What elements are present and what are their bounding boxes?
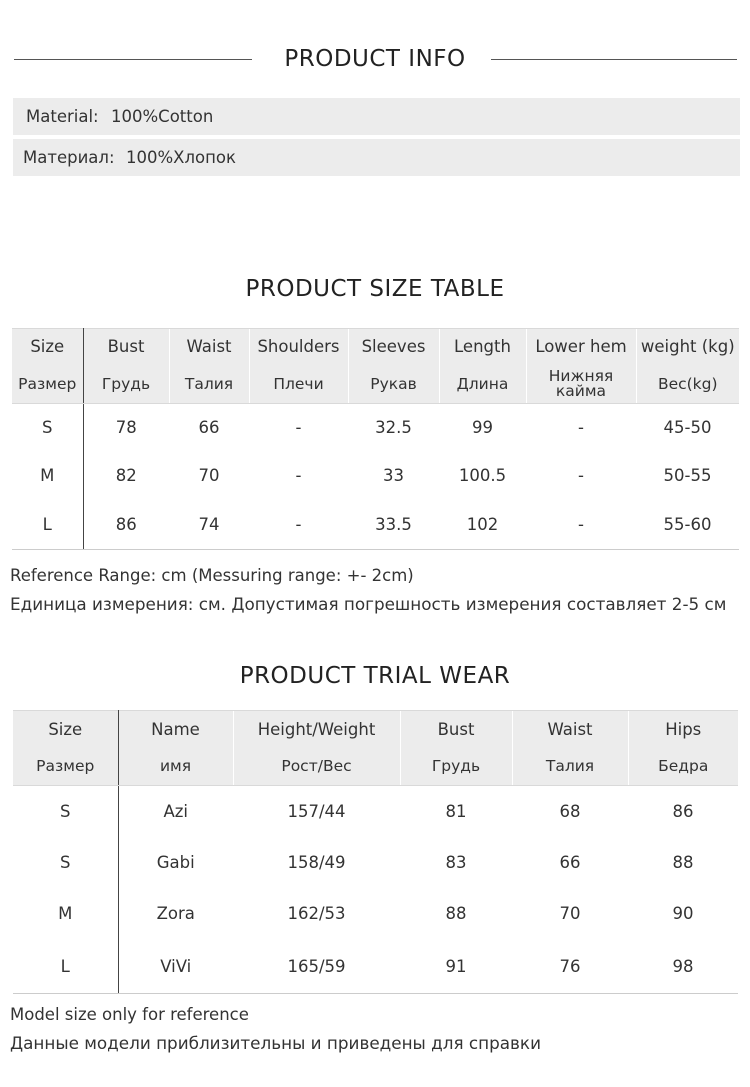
trial-name-cell: Zora [156,904,195,923]
size-header-sleeves: Sleeves [348,329,439,365]
table-row [12,452,739,500]
size-header-ru-lower-hem [526,365,636,404]
size-note-en: Reference Range: cm (Messuring range: +- 2cm) [10,566,414,585]
material-ru-value: 100%Хлопок [126,148,236,167]
size-header-ru-length: Длина [439,365,526,404]
size-header-weight: weight (kg) [636,329,739,365]
trial-table [13,710,738,994]
size-header-shoulders: Shoulders [249,329,348,365]
trial-header-height-weight: Height/Weight [233,711,400,748]
waist-cell: 70 [198,466,220,485]
waist-cell: 74 [169,500,249,550]
shoulders-cell: - [295,466,302,485]
size-header-ru-bust: Грудь [83,365,169,404]
trial-height-weight-cell: 157/44 [287,801,346,821]
weight-cell: 45-50 [663,418,712,438]
size-header-ru-lower-hem-text: Нижняя кайма [548,366,614,400]
trial-header-ru-row [13,748,738,786]
size-header-lower-hem: Lower hem [526,329,636,365]
trial-bust-cell: 91 [400,940,512,994]
trial-height-weight-cell: 162/53 [287,904,346,923]
trial-size-cell: L [13,940,118,994]
table-row [13,940,738,994]
trial-name-cell: Gabi [156,852,195,872]
lower-hem-cell: - [578,418,584,438]
size-cell: S [12,404,83,452]
material-en-value: 100%Cotton [111,107,214,126]
trial-height-weight-cell: 158/49 [287,852,346,872]
trial-header-size: Size [13,711,118,748]
size-header-size: Size [12,329,83,365]
trial-size-cell: M [13,888,118,940]
size-header-en-row [12,329,739,365]
lower-hem-cell: - [526,500,636,550]
shoulders-cell: - [295,418,302,438]
size-cell: L [12,500,83,550]
trial-hips-cell: 88 [672,852,694,872]
sleeves-cell: 33 [383,466,404,485]
size-note-ru: Единица измерения: см. Допустимая погрешность измерения составляет 2-5 см [10,594,727,614]
trial-header-ru-waist: Талия [512,748,628,786]
table-row [13,888,738,940]
trial-note-en: Model size only for reference [10,1005,249,1024]
trial-waist-cell: 66 [559,852,581,872]
weight-cell: 50-55 [663,466,712,485]
trial-name-cell: ViVi [118,940,233,994]
trial-header-ru-hips: Бедра [628,748,738,786]
material-en-row [13,98,740,135]
table-row [12,500,739,550]
size-header-waist: Waist [169,329,249,365]
trial-header-ru-name: имя [118,748,233,786]
lower-hem-cell: - [578,466,584,485]
trial-header-ru-height-weight: Рост/Вес [233,748,400,786]
trial-header-ru-bust: Грудь [400,748,512,786]
material-ru-row [13,139,740,176]
trial-name-cell: Azi [163,801,189,821]
table-row [12,404,739,452]
bust-cell: 86 [83,500,169,550]
product-info-title: PRODUCT INFO [284,46,466,72]
trial-wear-title: PRODUCT TRIAL WEAR [239,663,511,689]
material-ru-label: Материал: [23,148,115,167]
title-rule-right [491,59,737,60]
trial-waist-cell: 70 [559,904,581,923]
trial-height-weight-cell: 165/59 [233,940,400,994]
trial-header-bust: Bust [400,711,512,748]
trial-header-name: Name [118,711,233,748]
bust-cell: 78 [115,418,137,438]
trial-header-en-row [13,711,738,748]
size-header-ru-row [12,365,739,404]
trial-waist-cell: 76 [512,940,628,994]
length-cell: 99 [472,418,493,438]
size-header-ru-shoulders: Плечи [249,365,348,404]
length-cell: 102 [439,500,526,550]
sleeves-cell: 32.5 [375,418,412,438]
trial-bust-cell: 88 [445,904,467,923]
size-cell: M [12,452,83,500]
trial-hips-cell: 98 [628,940,738,994]
size-header-ru-sleeves: Рукав [348,365,439,404]
trial-header-waist: Waist [512,711,628,748]
trial-size-cell: S [13,837,118,888]
weight-cell: 55-60 [636,500,739,550]
trial-waist-cell: 68 [559,801,581,821]
size-header-length: Length [439,329,526,365]
trial-size-cell: S [13,786,118,837]
trial-note-ru: Данные модели приблизительны и приведены для справки [10,1033,541,1053]
size-table [12,328,739,550]
trial-hips-cell: 86 [672,801,694,821]
length-cell: 100.5 [458,466,507,485]
size-header-ru-weight: Вес(kg) [636,365,739,404]
sleeves-cell: 33.5 [348,500,439,550]
trial-header-ru-size: Размер [13,748,118,786]
size-header-bust: Bust [83,329,169,365]
size-header-ru-size: Размер [12,365,83,404]
shoulders-cell: - [249,500,348,550]
size-table-title: PRODUCT SIZE TABLE [245,276,505,302]
trial-hips-cell: 90 [672,904,694,923]
trial-bust-cell: 83 [445,852,467,872]
table-row [13,786,738,837]
trial-bust-cell: 81 [445,801,467,821]
table-row [13,837,738,888]
size-header-ru-waist: Талия [169,365,249,404]
trial-header-hips: Hips [628,711,738,748]
waist-cell: 66 [198,418,220,438]
bust-cell: 82 [115,466,137,485]
material-en-label: Material: [26,107,99,126]
